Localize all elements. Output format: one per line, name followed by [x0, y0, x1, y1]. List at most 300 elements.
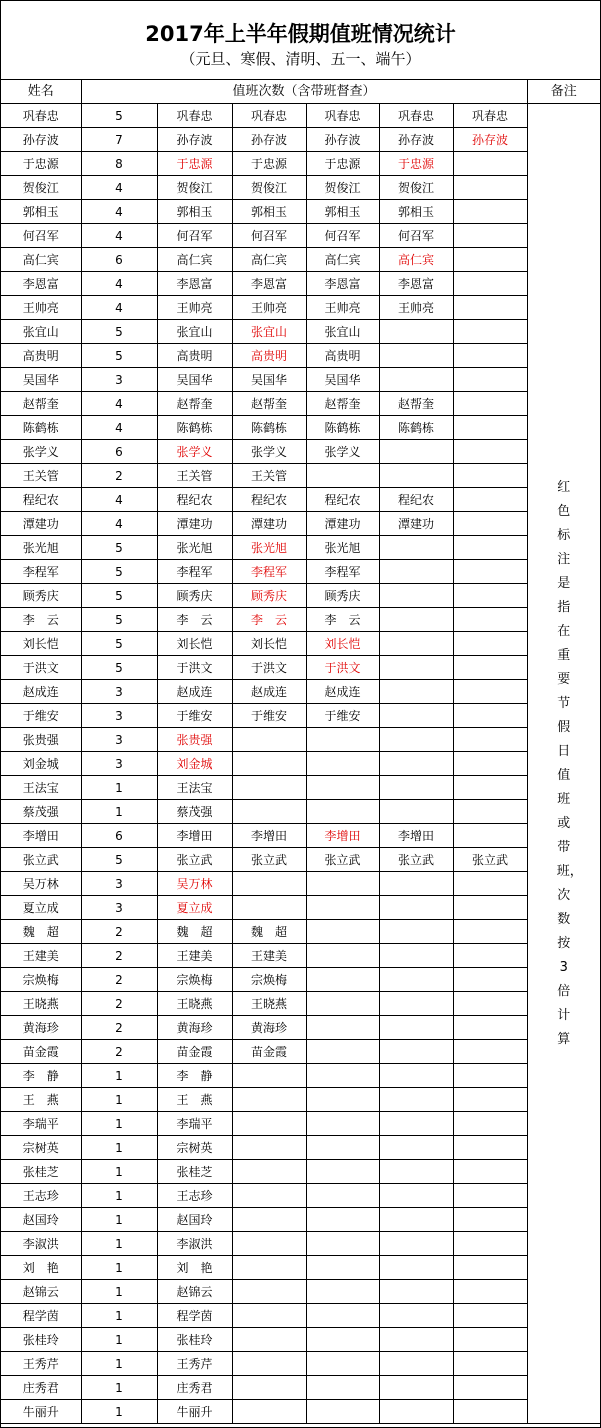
- duty-entry: [379, 680, 453, 704]
- duty-entry: [379, 656, 453, 680]
- duty-entry: [232, 1160, 306, 1184]
- header-name: 姓名: [1, 80, 81, 104]
- duty-count: 3: [81, 752, 157, 776]
- duty-count: 4: [81, 176, 157, 200]
- duty-entry: [379, 1304, 453, 1328]
- duty-entry: [453, 824, 527, 848]
- duty-entry: 郭相玉: [232, 200, 306, 224]
- duty-entry: 潭建功: [379, 512, 453, 536]
- person-name: 吴国华: [1, 368, 81, 392]
- duty-entry: 王建美: [232, 944, 306, 968]
- duty-entry: 宗焕梅: [232, 968, 306, 992]
- person-name: 王帅亮: [1, 296, 81, 320]
- duty-entry: [379, 536, 453, 560]
- table-row: [1, 776, 600, 800]
- duty-entry: [379, 1280, 453, 1304]
- duty-count: 1: [81, 1376, 157, 1400]
- duty-entry: [379, 1400, 453, 1424]
- duty-entry: [306, 464, 379, 488]
- person-name: 李增田: [1, 824, 81, 848]
- duty-entry: 孙存波: [157, 128, 232, 152]
- duty-entry: 李增田: [379, 824, 453, 848]
- duty-entry: 陈鹤栋: [379, 416, 453, 440]
- duty-entry: [453, 320, 527, 344]
- duty-entry: 李瑞平: [157, 1112, 232, 1136]
- duty-entry: 贺俊江: [379, 176, 453, 200]
- duty-entry: 于维安: [232, 704, 306, 728]
- duty-entry: 赵帮奎: [306, 392, 379, 416]
- duty-count: 1: [81, 1328, 157, 1352]
- duty-entry: [453, 752, 527, 776]
- header-remark: 备注: [527, 80, 600, 104]
- duty-entry: 孙存波: [453, 128, 527, 152]
- duty-entry: [306, 1352, 379, 1376]
- person-name: 赵成连: [1, 680, 81, 704]
- duty-entry: [379, 920, 453, 944]
- duty-entry: [232, 1328, 306, 1352]
- duty-count: 6: [81, 824, 157, 848]
- duty-entry: [453, 1352, 527, 1376]
- duty-entry: 于维安: [157, 704, 232, 728]
- duty-entry: [453, 1112, 527, 1136]
- duty-entry: [453, 1304, 527, 1328]
- duty-entry: 高仁宾: [157, 248, 232, 272]
- duty-entry: 赵成连: [306, 680, 379, 704]
- duty-count: 4: [81, 200, 157, 224]
- duty-entry: 于忠源: [306, 152, 379, 176]
- duty-entry: [306, 1304, 379, 1328]
- table-row: [1, 728, 600, 752]
- duty-entry: [453, 152, 527, 176]
- duty-entry: [306, 728, 379, 752]
- duty-entry: 吴国华: [157, 368, 232, 392]
- duty-count: 4: [81, 416, 157, 440]
- person-name: 赵帮奎: [1, 392, 81, 416]
- table-row: [1, 848, 600, 872]
- duty-entry: 孙存波: [306, 128, 379, 152]
- duty-entry: [232, 872, 306, 896]
- person-name: 赵国玲: [1, 1208, 81, 1232]
- person-name: 程学茵: [1, 1304, 81, 1328]
- duty-entry: [379, 800, 453, 824]
- duty-entry: [379, 1064, 453, 1088]
- duty-entry: 李 云: [157, 608, 232, 632]
- person-name: 何召军: [1, 224, 81, 248]
- person-name: 程纪农: [1, 488, 81, 512]
- duty-entry: [379, 752, 453, 776]
- duty-entry: [306, 992, 379, 1016]
- duty-count: 3: [81, 872, 157, 896]
- person-name: 李程军: [1, 560, 81, 584]
- table-row: [1, 1280, 600, 1304]
- duty-entry: 王志珍: [157, 1184, 232, 1208]
- duty-entry: [379, 632, 453, 656]
- person-name: 刘 艳: [1, 1256, 81, 1280]
- duty-entry: 巩春忠: [306, 104, 379, 128]
- duty-entry: 赵成连: [232, 680, 306, 704]
- person-name: 苗金霞: [1, 1040, 81, 1064]
- duty-entry: [306, 1232, 379, 1256]
- table-row: [1, 272, 600, 296]
- duty-count: 2: [81, 992, 157, 1016]
- table-row: [1, 1304, 600, 1328]
- duty-entry: 王 燕: [157, 1088, 232, 1112]
- duty-entry: 张学义: [306, 440, 379, 464]
- person-name: 李 云: [1, 608, 81, 632]
- table-row: [1, 1376, 600, 1400]
- duty-entry: 王帅亮: [232, 296, 306, 320]
- duty-entry: [453, 1016, 527, 1040]
- table-row: [1, 680, 600, 704]
- duty-entry: 张立武: [379, 848, 453, 872]
- duty-entry: 李增田: [232, 824, 306, 848]
- duty-entry: 巩春忠: [453, 104, 527, 128]
- person-name: 巩春忠: [1, 104, 81, 128]
- duty-count: 2: [81, 968, 157, 992]
- table-row: [1, 224, 600, 248]
- person-name: 张光旭: [1, 536, 81, 560]
- person-name: 李恩富: [1, 272, 81, 296]
- table-row: [1, 560, 600, 584]
- duty-entry: [232, 1136, 306, 1160]
- duty-entry: 高仁宾: [379, 248, 453, 272]
- table-row: [1, 536, 600, 560]
- person-name: 张桂玲: [1, 1328, 81, 1352]
- duty-count: 1: [81, 1400, 157, 1424]
- duty-entry: 贺俊江: [306, 176, 379, 200]
- person-name: 黄海珍: [1, 1016, 81, 1040]
- duty-entry: [453, 296, 527, 320]
- duty-entry: [379, 1040, 453, 1064]
- table-row: [1, 1352, 600, 1376]
- table-row: [1, 1088, 600, 1112]
- duty-entry: 程学茵: [157, 1304, 232, 1328]
- duty-entry: [379, 1256, 453, 1280]
- person-name: 王 燕: [1, 1088, 81, 1112]
- duty-entry: [306, 1208, 379, 1232]
- duty-count: 6: [81, 248, 157, 272]
- duty-entry: [306, 896, 379, 920]
- duty-count: 3: [81, 728, 157, 752]
- duty-entry: [453, 1064, 527, 1088]
- duty-entry: [379, 1160, 453, 1184]
- duty-entry: [453, 1160, 527, 1184]
- duty-entry: 于忠源: [379, 152, 453, 176]
- duty-entry: [453, 1232, 527, 1256]
- duty-entry: 李恩富: [306, 272, 379, 296]
- table-row: [1, 368, 600, 392]
- table-row: [1, 440, 600, 464]
- duty-entry: 庄秀君: [157, 1376, 232, 1400]
- person-name: 王关管: [1, 464, 81, 488]
- duty-entry: [453, 1256, 527, 1280]
- duty-count: 1: [81, 1256, 157, 1280]
- duty-entry: 魏 超: [157, 920, 232, 944]
- table-row: [1, 1256, 600, 1280]
- table-row: [1, 1184, 600, 1208]
- duty-entry: 王晓燕: [157, 992, 232, 1016]
- person-name: 李淑洪: [1, 1232, 81, 1256]
- duty-entry: [453, 704, 527, 728]
- duty-count: 3: [81, 368, 157, 392]
- duty-table: [1, 80, 600, 1424]
- duty-entry: 顾秀庆: [157, 584, 232, 608]
- duty-count: 1: [81, 1208, 157, 1232]
- duty-entry: 王关管: [157, 464, 232, 488]
- table-row: [1, 104, 600, 128]
- duty-entry: 赵帮奎: [157, 392, 232, 416]
- duty-entry: 顾秀庆: [306, 584, 379, 608]
- table-row: [1, 344, 600, 368]
- person-name: 刘长恺: [1, 632, 81, 656]
- duty-entry: [453, 920, 527, 944]
- table-row: [1, 584, 600, 608]
- duty-entry: 何召军: [379, 224, 453, 248]
- duty-entry: 王帅亮: [306, 296, 379, 320]
- duty-entry: [232, 1112, 306, 1136]
- duty-count: 2: [81, 1040, 157, 1064]
- duty-entry: 潭建功: [157, 512, 232, 536]
- person-name: 张贵强: [1, 728, 81, 752]
- duty-count: 5: [81, 608, 157, 632]
- duty-entry: [453, 1208, 527, 1232]
- table-row: [1, 896, 600, 920]
- duty-entry: 黄海珍: [157, 1016, 232, 1040]
- duty-entry: [453, 1088, 527, 1112]
- duty-entry: 巩春忠: [379, 104, 453, 128]
- duty-entry: [379, 728, 453, 752]
- table-row: [1, 464, 600, 488]
- duty-entry: [232, 752, 306, 776]
- duty-entry: 贺俊江: [157, 176, 232, 200]
- duty-entry: 李增田: [306, 824, 379, 848]
- page-title: 2017年上半年假期值班情况统计: [145, 22, 456, 46]
- duty-entry: [379, 1112, 453, 1136]
- duty-entry: [306, 752, 379, 776]
- person-name: 高贵明: [1, 344, 81, 368]
- duty-entry: 宗树英: [157, 1136, 232, 1160]
- duty-entry: [306, 1328, 379, 1352]
- duty-entry: [453, 1040, 527, 1064]
- duty-entry: 李增田: [157, 824, 232, 848]
- duty-entry: 陈鹤栋: [306, 416, 379, 440]
- duty-entry: 李恩富: [232, 272, 306, 296]
- duty-entry: 高贵明: [157, 344, 232, 368]
- duty-entry: [453, 512, 527, 536]
- duty-entry: 王法宝: [157, 776, 232, 800]
- duty-entry: 张光旭: [157, 536, 232, 560]
- duty-entry: 李程军: [306, 560, 379, 584]
- table-row: [1, 1016, 600, 1040]
- table-row: [1, 1112, 600, 1136]
- duty-entry: [232, 1088, 306, 1112]
- duty-entry: [306, 1184, 379, 1208]
- duty-entry: [453, 800, 527, 824]
- duty-entry: 何召军: [232, 224, 306, 248]
- duty-entry: [453, 392, 527, 416]
- table-row: [1, 152, 600, 176]
- duty-entry: [379, 1208, 453, 1232]
- duty-entry: [232, 1184, 306, 1208]
- duty-count: 2: [81, 1016, 157, 1040]
- duty-entry: 赵帮奎: [232, 392, 306, 416]
- duty-count: 5: [81, 320, 157, 344]
- duty-entry: 张立武: [453, 848, 527, 872]
- duty-entry: [379, 704, 453, 728]
- duty-entry: [232, 728, 306, 752]
- duty-entry: 程纪农: [379, 488, 453, 512]
- person-name: 张学义: [1, 440, 81, 464]
- person-name: 牛丽升: [1, 1400, 81, 1424]
- person-name: 郭相玉: [1, 200, 81, 224]
- duty-entry: 王晓燕: [232, 992, 306, 1016]
- person-name: 李 静: [1, 1064, 81, 1088]
- duty-entry: 张宜山: [232, 320, 306, 344]
- duty-entry: [379, 560, 453, 584]
- duty-entry: [306, 1040, 379, 1064]
- person-name: 于忠源: [1, 152, 81, 176]
- duty-entry: 于洪文: [306, 656, 379, 680]
- duty-entry: [453, 488, 527, 512]
- duty-entry: [232, 800, 306, 824]
- duty-entry: 张宜山: [306, 320, 379, 344]
- duty-count: 1: [81, 776, 157, 800]
- duty-entry: [453, 944, 527, 968]
- duty-count: 1: [81, 1112, 157, 1136]
- duty-entry: 蔡茂强: [157, 800, 232, 824]
- duty-count: 5: [81, 536, 157, 560]
- duty-entry: [379, 1328, 453, 1352]
- duty-entry: 程纪农: [232, 488, 306, 512]
- duty-entry: [453, 1136, 527, 1160]
- duty-entry: 程纪农: [157, 488, 232, 512]
- person-name: 夏立成: [1, 896, 81, 920]
- duty-entry: [306, 920, 379, 944]
- duty-entry: 张立武: [232, 848, 306, 872]
- duty-entry: 张学义: [157, 440, 232, 464]
- duty-count: 1: [81, 1304, 157, 1328]
- duty-entry: 宗焕梅: [157, 968, 232, 992]
- table-row: [1, 512, 600, 536]
- table-row: [1, 656, 600, 680]
- duty-entry: 赵锦云: [157, 1280, 232, 1304]
- table-row: [1, 608, 600, 632]
- table-row: [1, 992, 600, 1016]
- person-name: 于洪文: [1, 656, 81, 680]
- duty-entry: 张宜山: [157, 320, 232, 344]
- duty-entry: 张学义: [232, 440, 306, 464]
- table-row: [1, 1160, 600, 1184]
- duty-entry: [453, 968, 527, 992]
- duty-entry: [306, 1064, 379, 1088]
- person-name: 高仁宾: [1, 248, 81, 272]
- table-row: [1, 1040, 600, 1064]
- duty-entry: 高仁宾: [232, 248, 306, 272]
- duty-entry: 牛丽升: [157, 1400, 232, 1424]
- duty-entry: 郭相玉: [379, 200, 453, 224]
- duty-count: 5: [81, 104, 157, 128]
- duty-entry: 张立武: [306, 848, 379, 872]
- duty-entry: 张贵强: [157, 728, 232, 752]
- duty-entry: [306, 944, 379, 968]
- duty-entry: 吴国华: [232, 368, 306, 392]
- duty-entry: [306, 1112, 379, 1136]
- duty-entry: 何召军: [157, 224, 232, 248]
- duty-entry: [379, 440, 453, 464]
- duty-entry: [306, 872, 379, 896]
- duty-entry: 王关管: [232, 464, 306, 488]
- duty-entry: 刘长恺: [232, 632, 306, 656]
- duty-count: 1: [81, 1232, 157, 1256]
- duty-entry: [379, 1376, 453, 1400]
- duty-entry: 李恩富: [379, 272, 453, 296]
- person-name: 王晓燕: [1, 992, 81, 1016]
- duty-entry: 李程军: [232, 560, 306, 584]
- table-row: [1, 1064, 600, 1088]
- duty-entry: 张桂玲: [157, 1328, 232, 1352]
- duty-entry: [453, 1184, 527, 1208]
- duty-entry: 于维安: [306, 704, 379, 728]
- table-row: [1, 1208, 600, 1232]
- duty-entry: 孙存波: [379, 128, 453, 152]
- duty-entry: [232, 1400, 306, 1424]
- person-name: 张立武: [1, 848, 81, 872]
- duty-entry: 高贵明: [232, 344, 306, 368]
- duty-entry: [453, 584, 527, 608]
- page-subtitle: （元旦、寒假、清明、五一、端午）: [180, 50, 421, 68]
- person-name: 宗焕梅: [1, 968, 81, 992]
- duty-count: 5: [81, 848, 157, 872]
- duty-entry: [232, 1304, 306, 1328]
- table-row: [1, 1400, 600, 1424]
- person-name: 王法宝: [1, 776, 81, 800]
- person-name: 庄秀君: [1, 1376, 81, 1400]
- duty-entry: 于忠源: [157, 152, 232, 176]
- duty-entry: [306, 1400, 379, 1424]
- duty-entry: 张桂芝: [157, 1160, 232, 1184]
- person-name: 宗树英: [1, 1136, 81, 1160]
- person-name: 张宜山: [1, 320, 81, 344]
- person-name: 孙存波: [1, 128, 81, 152]
- duty-count: 4: [81, 224, 157, 248]
- person-name: 吴万林: [1, 872, 81, 896]
- duty-entry: [453, 872, 527, 896]
- duty-entry: 夏立成: [157, 896, 232, 920]
- duty-entry: 郭相玉: [157, 200, 232, 224]
- title-block: [1, 1, 600, 80]
- duty-entry: 贺俊江: [232, 176, 306, 200]
- duty-entry: [379, 992, 453, 1016]
- remark-cell: [527, 104, 600, 1424]
- table-row: [1, 320, 600, 344]
- header-count: 值班次数（含带班督查）: [81, 80, 527, 104]
- duty-entry: 苗金霞: [232, 1040, 306, 1064]
- duty-entry: [379, 584, 453, 608]
- duty-entry: [306, 1376, 379, 1400]
- duty-entry: [306, 968, 379, 992]
- duty-count: 5: [81, 656, 157, 680]
- duty-entry: 王帅亮: [379, 296, 453, 320]
- duty-entry: 李 云: [232, 608, 306, 632]
- duty-count: 3: [81, 896, 157, 920]
- person-name: 顾秀庆: [1, 584, 81, 608]
- duty-count: 3: [81, 704, 157, 728]
- duty-entry: 潭建功: [306, 512, 379, 536]
- duty-entry: [379, 464, 453, 488]
- duty-count: 6: [81, 440, 157, 464]
- duty-entry: [232, 1256, 306, 1280]
- duty-entry: [232, 1352, 306, 1376]
